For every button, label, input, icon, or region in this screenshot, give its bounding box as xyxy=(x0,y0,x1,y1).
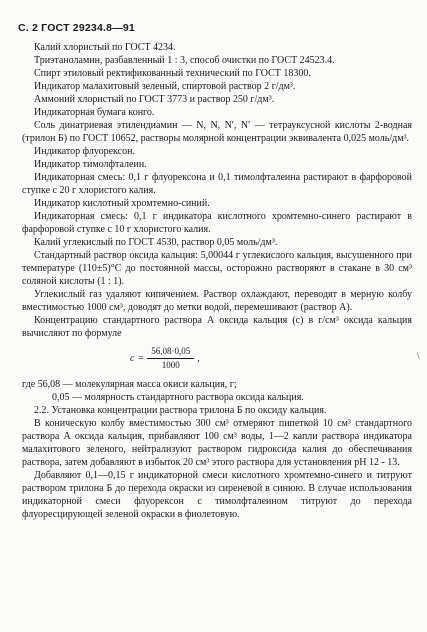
paragraph: Триэтаноламин, разбавленный 1 : 3, способ очистки по ГОСТ 24523.4. xyxy=(34,55,335,66)
paragraph: Спирт этиловый ректификованный технический по ГОСТ 18300. xyxy=(34,68,311,79)
formula-lhs: c xyxy=(130,353,135,364)
formula-block xyxy=(22,342,420,376)
paragraph: Стандартный раствор оксида кальция: 5,00044 г углекислого кальция, высушенного при температуре (110±5)°С до постоянной массы, осторожно растворяют в стакане в 30 см³ соляной кислоты (1 : 1). xyxy=(22,250,412,287)
document-body xyxy=(22,41,420,521)
formula xyxy=(130,346,200,371)
formula-numerator: 56,08·0,05 xyxy=(147,346,194,359)
paragraph: Калий хлористый по ГОСТ 4234. xyxy=(34,42,176,53)
paragraph: Индикаторная смесь: 0,1 г флуорексона и 0,1 тимолфталеина растирают в фарфоровой ступке с 20 г хлористого калия. xyxy=(22,172,412,196)
formula-equals: = xyxy=(137,353,145,364)
paragraph: Индикатор кислотный хромтемно-синий. xyxy=(34,198,210,209)
margin-mark: \ xyxy=(417,351,420,361)
paragraph: Калий углекислый по ГОСТ 4530, раствор 0,05 моль/дм³. xyxy=(34,237,278,248)
paragraph: Индикаторная бумага конго. xyxy=(34,107,155,118)
formula-fraction xyxy=(147,346,194,371)
paragraph: Индикатор малахитовый зеленый, спиртовой раствор 2 г/дм³. xyxy=(34,81,296,92)
paragraph: Индикатор тимолфталеин. xyxy=(34,159,147,170)
paragraph: Соль динатриевая этилендиамин — N, N, N′, N′ — тетрауксусной кислоты 2-водная (трилон Б) по ГОСТ 10652, растворы молярной концентрации эквивалента 0,025 моль/дм³. xyxy=(22,120,412,144)
paragraph: Добавляют 0,1—0,15 г индикаторной смеси кислотного хромтемно-синего и титруют раствором трилона Б до перехода окраски из сиреневой в синюю. В случае использования индикаторной смеси флуорексон с тимолфталеином титруют до перехода флуоресцирующей зеленой окраски в фиолетовую. xyxy=(22,470,412,520)
paragraph: Индикатор флуорексон. xyxy=(34,146,135,157)
where-line: 0,05 — молярность стандартного раствора оксида кальция. xyxy=(52,392,304,403)
formula-end: , xyxy=(197,353,200,364)
section-heading: 2.2. Установка концентрации раствора трилона Б по оксиду кальция. xyxy=(34,405,327,416)
paragraph: Концентрацию стандартного раствора А оксида кальция (с) в г/см³ оксида кальция вычисляют по формуле xyxy=(22,315,412,339)
paragraph: Аммоний хлористый по ГОСТ 3773 и раствор 250 г/дм³. xyxy=(34,94,275,105)
page-header: С. 2 ГОСТ 29234.8—91 xyxy=(18,22,135,34)
paragraph: В коническую колбу вместимостью 300 см³ отмеряют пипеткой 10 см³ стандартного раствора А оксида кальция, прибавляют 100 см³ воды, 1—2 капли раствора индикатора малахитового зеленого, нейтрализуют раствором гидроксида калия до обеспечивания раствора, затем добавляют в избыток 20 см³ этого раствора для установления рН 12 - 13. xyxy=(22,418,412,468)
paragraph: Индикаторная смесь: 0,1 г индикатора кислотного хромтемно-синего растирают в фарфоровой ступке с 10 г хлористого калия. xyxy=(22,211,412,235)
formula-denominator: 1000 xyxy=(161,360,180,370)
where-line: где 56,08 — молекулярная масса окиси кальция, г; xyxy=(22,379,237,390)
paragraph: Углекислый газ удаляют кипячением. Раствор охлаждают, переводят в мерную колбу вместимостью 1000 см³, доводят до метки водой, перемешивают (раствор А). xyxy=(22,289,412,313)
